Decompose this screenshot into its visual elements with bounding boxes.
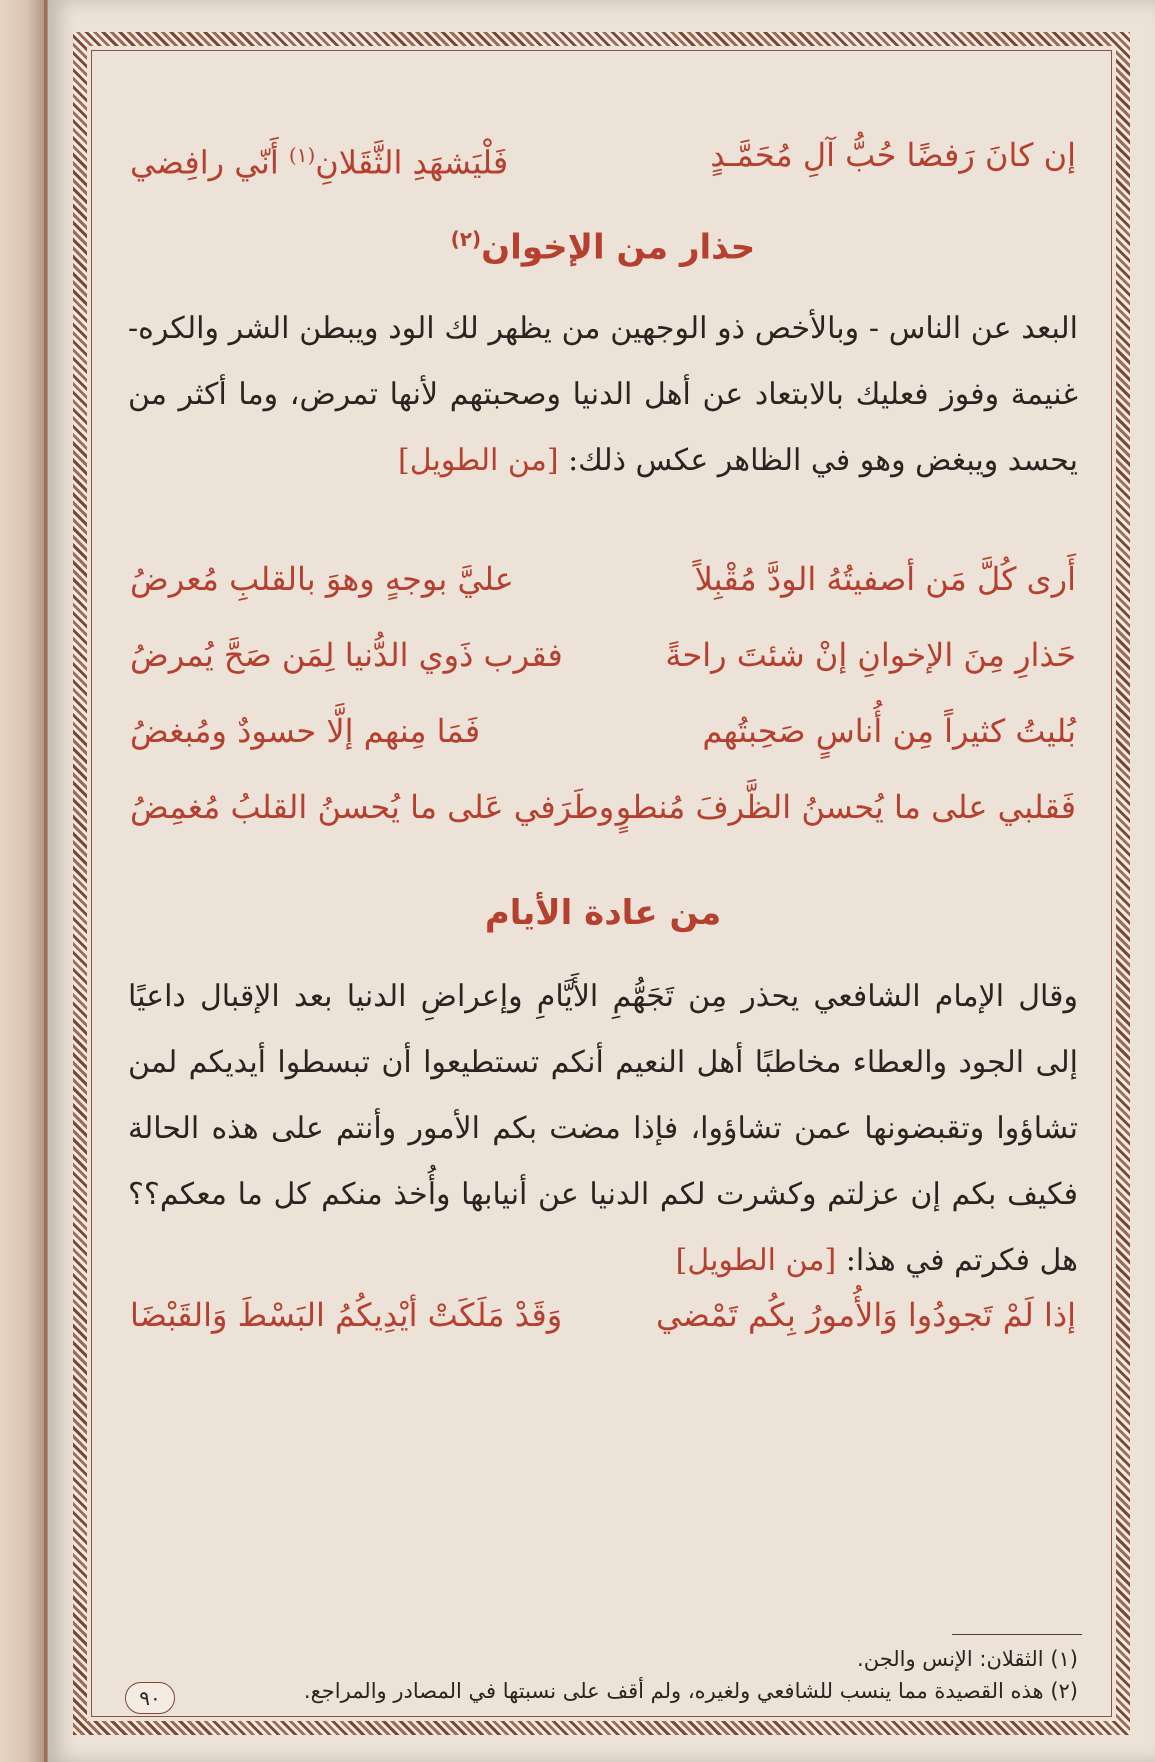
section1-verse-2 xyxy=(118,630,1088,680)
verse-first-hemistich: أَرى كُلَّ مَن أصفيتُهُ الودَّ مُقْبِلاً xyxy=(694,560,1076,598)
verse-second-hemistich: عليَّ بوجهٍ وهوَ بالقلبِ مُعرضُ xyxy=(130,560,514,598)
section1-verse-3 xyxy=(118,706,1088,756)
section1-paragraph-text: البعد عن الناس - وبالأخص ذو الوجهين من يظهر لك الود ويبطن الشر والكره- غنيمة وفوز فعليك بالابتعاد عن أهل الدنيا وصحبتهم لأنها تمرض، وما أكثر من يحسد ويبغض وهو في الظاهر عكس ذلك: xyxy=(128,311,1078,478)
section1-verse-4 xyxy=(118,782,1088,832)
section2-paragraph-text: وقال الإمام الشافعي يحذر مِن تَجَهُّمِ الأَيَّامِ وإعراضِ الدنيا بعد الإقبال داعيًا إلى الجود والعطاء مخاطبًا أهل النعيم أنكم تستطيعوا أن تبسطوا أيديكم لمن تشاؤوا وتقبضونها عمن تشاؤوا، فإذا مضت بكم الأمور وأنتم على هذه الحالة فكيف بكم إن عزلتم وكشرت لكم الدنيا عن أنيابها وأُخذ منكم كل ما معكم؟؟ هل فكرتم في هذا: xyxy=(128,979,1078,1278)
opening-verse-second-hemistich xyxy=(130,130,508,188)
verse-first-hemistich: بُليتُ كثيراً مِن أُناسٍ صَحِبتُهم xyxy=(702,712,1076,750)
section2-meter-label: [من الطويل] xyxy=(675,1243,837,1278)
page-number: ٩٠ xyxy=(125,1682,175,1714)
verse-first-hemistich: حَذارِ مِنَ الإخوانِ إنْ شئتَ راحةً xyxy=(665,636,1076,674)
footnote-number: (١) xyxy=(1050,1647,1078,1671)
footnote-2 xyxy=(128,1674,1078,1708)
opening-verse-second-part: فَلْيَشهَدِ الثَّقَلانِ xyxy=(315,143,509,182)
verse-second-hemistich: فقرب ذَوي الدُّنيا لِمَن صَحَّ يُمرضُ xyxy=(130,636,563,674)
footnote-1 xyxy=(128,1642,1078,1676)
section2-verse xyxy=(118,1290,1088,1340)
section1-paragraph xyxy=(128,296,1078,494)
opening-verse xyxy=(118,130,1088,180)
verse-first-hemistich: فَقلبي على ما يُحسنُ الظَّرفَ مُنطوٍ xyxy=(615,788,1076,826)
section2-paragraph xyxy=(128,964,1078,1294)
section-title-hadhar xyxy=(118,214,1088,272)
footnote-number: (٢) xyxy=(1050,1679,1078,1703)
verse-second-hemistich: وَقَدْ مَلَكَتْ أيْدِيكُمُ البَسْطَ وَالقَبْضَا xyxy=(130,1296,563,1334)
section2-title-text: من عادة الأيام xyxy=(484,893,722,933)
page-content xyxy=(118,74,1088,1710)
section1-title-text: حذار من الإخوان xyxy=(481,227,756,268)
section1-verse-1 xyxy=(118,554,1088,604)
verse-second-hemistich: فَمَا مِنهم إلَّا حسودٌ ومُبغضُ xyxy=(130,712,481,750)
footnote-text: الثقلان: الإنس والجن. xyxy=(857,1647,1044,1671)
footnote-text: هذه القصيدة مما ينسب للشافعي ولغيره، ولم أقف على نسبتها في المصادر والمراجع. xyxy=(303,1679,1044,1703)
previous-page-edge xyxy=(0,0,48,1762)
book-page xyxy=(48,0,1155,1762)
section-title-adat-al-ayyam xyxy=(118,888,1088,938)
verse-first-hemistich: إذا لَمْ تَجودُوا وَالأُمورُ بِكُم تَمْضي xyxy=(655,1296,1076,1334)
book-spine-line xyxy=(44,0,47,1762)
section1-meter-label: [من الطويل] xyxy=(398,443,559,478)
verse-second-hemistich: وطَرَفي عَلى ما يُحسنُ القلبُ مُغمِضُ xyxy=(130,788,615,826)
opening-verse-first-hemistich: إن كانَ رَفضًا حُبُّ آلِ مُحَمَّـدٍ xyxy=(710,136,1076,174)
footnote-marker-1: (١) xyxy=(288,143,316,167)
footnote-marker-2: (٢) xyxy=(450,227,482,251)
opening-verse-second-end: أَنّي رافِضي xyxy=(130,143,279,182)
footnote-separator xyxy=(952,1634,1082,1635)
